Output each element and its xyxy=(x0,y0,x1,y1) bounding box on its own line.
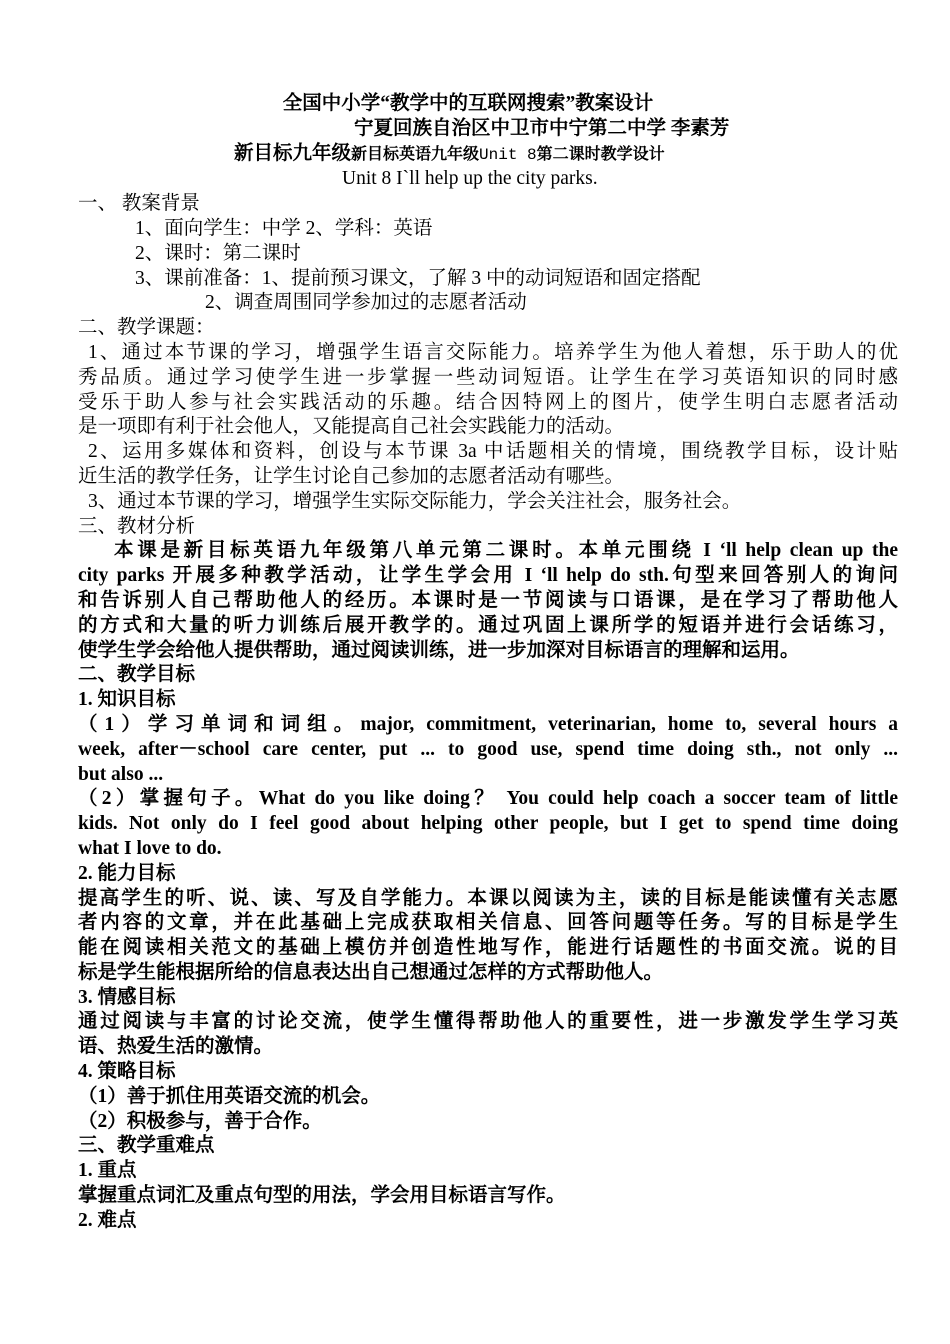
strategy-goal-text: （1）善于抓住用英语交流的机会。 xyxy=(78,1085,381,1107)
section-background-heading: 一、 教案背景 xyxy=(78,193,200,215)
knowledge-goal-text: （1）学习单词和词组。major, commitment, veterinarian, home to, several hours a xyxy=(78,713,898,735)
difficulty-heading: 2. 难点 xyxy=(78,1209,137,1231)
analysis-text: 的方式和大量的听力训练后展开教学的。通过巩固上课所学的短语并进行会话练习， xyxy=(78,614,898,636)
section-goals-heading: 二、教学目标 xyxy=(78,664,196,686)
knowledge-goal-text: kids. Not only do I feel good about helping other people, but I get to spend time doing xyxy=(78,813,898,835)
section-keypoints-heading: 三、教学重难点 xyxy=(78,1135,215,1157)
strategy-goal-text: （2）积极参与，善于合作。 xyxy=(78,1110,322,1132)
background-item: 3、课前准备：1、提前预习课文，了解 3 中的动词短语和固定搭配 xyxy=(135,267,701,289)
analysis-text: city parks 开展多种教学活动，让学生学会用 I ‘ll help do sth.句型来回答别人的询问 xyxy=(78,565,898,587)
doc-title: 全国中小学“教学中的互联网搜索”教案设计 xyxy=(282,93,654,114)
topic-paragraph: 秀品质。通过学习使学生进一步掌握一些动词短语。让学生在学习英语知识的同时感 xyxy=(78,366,898,388)
background-item: 1、面向学生：中学 2、学科：英语 xyxy=(135,217,433,239)
analysis-text: 本课是新目标英语九年级第八单元第二课时。本单元围绕 I ‘ll help clean up the xyxy=(114,540,898,562)
subtitle-unit: Unit 8 xyxy=(479,145,537,164)
document-page xyxy=(78,92,898,1234)
focus-heading: 1. 重点 xyxy=(78,1160,137,1182)
analysis-text: 使学生学会给他人提供帮助，通过阅读训练，进一步加深对目标语言的理解和运用。 xyxy=(78,639,800,661)
background-item: 2、课时：第二课时 xyxy=(135,242,301,264)
ability-goal-text: 能在阅读相关范文的基础上模仿并创造性地写作，能进行话题性的书面交流。说的目 xyxy=(78,937,898,959)
knowledge-goal-heading: 1. 知识目标 xyxy=(78,689,176,711)
background-item: 2、调查周围同学参加过的志愿者活动 xyxy=(205,292,527,314)
topic-paragraph: 是一项即有利于社会他人，又能提高自己社会实践能力的活动。 xyxy=(78,416,625,438)
ability-goal-text: 标是学生能根据所给的信息表达出自己想通过怎样的方式帮助他人。 xyxy=(78,961,664,983)
subtitle-bold: 新目标九年级 xyxy=(234,142,352,164)
emotion-goal-text: 通过阅读与丰富的讨论交流，使学生懂得帮助他人的重要性，进一步激发学生学习英 xyxy=(78,1011,898,1033)
emotion-goal-heading: 3. 情感目标 xyxy=(78,986,176,1008)
topic-paragraph: 2、运用多媒体和资料，创设与本节课 3a 中话题相关的情境，围绕教学目标，设计贴 xyxy=(88,441,898,463)
ability-goal-text: 者内容的文章，并在此基础上完成获取相关信息、回答问题等任务。写的目标是学生 xyxy=(78,912,898,934)
focus-text: 掌握重点词汇及重点句型的用法，学会用目标语言写作。 xyxy=(78,1185,566,1207)
doc-unit-title: Unit 8 I`ll help up the city parks. xyxy=(342,168,598,190)
knowledge-goal-text: but also ... xyxy=(78,763,164,785)
knowledge-goal-text: （2）掌握句子。What do you like doing？ You could help coach a soccer team of little xyxy=(78,788,898,810)
topic-paragraph: 1、通过本节课的学习，增强学生语言交际能力。培养学生为他人着想，乐于助人的优 xyxy=(88,341,898,363)
emotion-goal-text: 语、热爱生活的激情。 xyxy=(78,1036,274,1058)
analysis-text: 和告诉别人自己帮助他人的经历。本课时是一节阅读与口语课，是在学习了帮助他人 xyxy=(78,589,898,611)
ability-goal-heading: 2. 能力目标 xyxy=(78,862,176,884)
subtitle-mixed: 新目标英语九年级 xyxy=(351,145,480,163)
ability-goal-text: 提高学生的听、说、读、写及自学能力。本课以阅读为主，读的目标是能读懂有关志愿 xyxy=(78,887,898,909)
topic-paragraph: 受乐于助人参与社会实践活动的乐趣。结合因特网上的图片，使学生明白志愿者活动 xyxy=(78,391,898,413)
doc-author: 宁夏回族自治区中卫市中宁第二中学 李素芳 xyxy=(354,117,730,139)
strategy-goal-heading: 4. 策略目标 xyxy=(78,1061,176,1083)
knowledge-goal-text: week, after－school care center, put ... to good use, spend time doing sth., not only ... xyxy=(78,738,898,760)
subtitle-tail: 第二课时教学设计 xyxy=(536,145,665,163)
section-topic-heading: 二、教学课题： xyxy=(78,317,215,339)
section-analysis-heading: 三、教材分析 xyxy=(78,515,196,537)
doc-subtitle xyxy=(78,142,898,168)
topic-paragraph: 3、通过本节课的学习，增强学生实际交际能力，学会关注社会，服务社会。 xyxy=(88,490,742,512)
topic-paragraph: 近生活的教学任务，让学生讨论自己参加的志愿者活动有哪些。 xyxy=(78,465,625,487)
knowledge-goal-text: what I love to do. xyxy=(78,837,222,859)
